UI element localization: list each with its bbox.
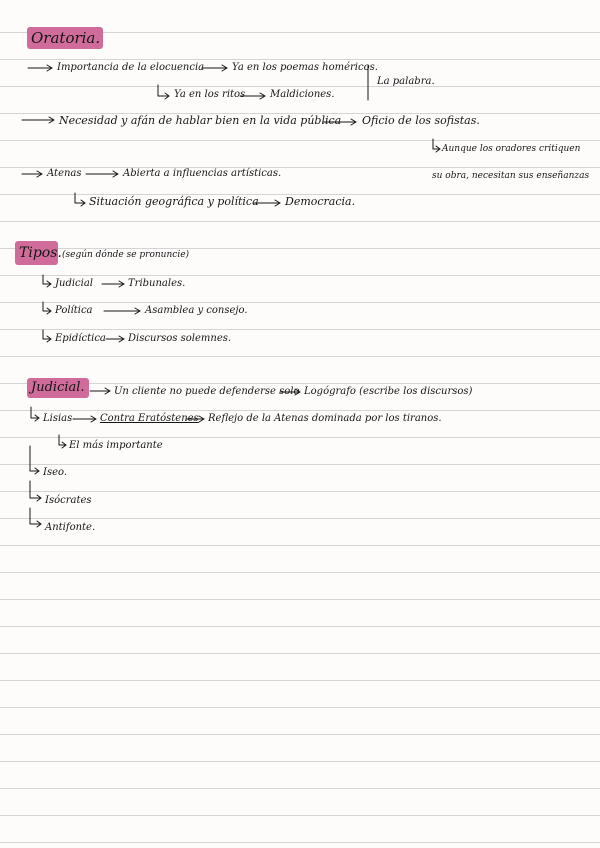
arrow-right-icon — [90, 388, 110, 394]
arrow-right-icon — [202, 65, 227, 71]
text-epidictica: Epidíctica — [55, 333, 106, 344]
hook-arrow-icon — [30, 508, 41, 527]
hook-arrow-icon — [158, 85, 169, 99]
hook-arrow-icon — [75, 193, 85, 206]
text-judicial: Judicial — [55, 278, 94, 289]
heading-tipos: Tipos. — [19, 245, 62, 261]
arrow-right-icon — [186, 416, 204, 422]
text-antifonte: Antifonte. — [45, 522, 96, 533]
text-la-palabra: La palabra. — [377, 76, 435, 87]
text-su-obra: su obra, necesitan sus enseñanzas — [432, 171, 590, 181]
hook-arrow-icon — [43, 275, 51, 287]
text-aunque-oradores: Aunque los oradores critiquen — [442, 144, 581, 154]
hook-arrow-icon — [30, 481, 41, 501]
text-tribunales: Tribunales. — [128, 278, 186, 289]
text-isocrates: Isócrates — [45, 495, 92, 506]
text-el-mas-importante: El más importante — [69, 440, 163, 451]
arrow-right-icon — [22, 171, 42, 177]
hook-arrow-icon — [31, 407, 39, 421]
arrow-right-icon — [102, 281, 124, 287]
arrow-right-icon — [28, 65, 52, 71]
text-asamblea: Asamblea y consejo. — [145, 305, 248, 316]
hook-arrow-icon — [59, 435, 66, 448]
text-democracia: Democracia. — [285, 195, 356, 208]
arrow-right-icon — [106, 336, 124, 342]
heading-judicial: Judicial. — [31, 380, 85, 395]
text-contra-eratostenes: Contra Eratóstenes — [100, 413, 199, 424]
arrow-right-icon — [240, 93, 265, 99]
text-atenas: Atenas — [47, 168, 82, 179]
heading-oratoria: Oratoria. — [31, 29, 101, 47]
arrow-right-icon — [73, 416, 96, 422]
text-iseo: Iseo. — [43, 467, 68, 478]
text-politica: Política — [55, 305, 93, 316]
arrow-right-icon — [86, 171, 118, 177]
text-maldiciones: Maldiciones. — [270, 89, 335, 100]
arrow-right-icon — [22, 117, 54, 123]
hook-arrow-icon — [43, 302, 51, 314]
text-reflejo: Reflejo de la Atenas dominada por los tiranos. — [208, 413, 442, 424]
text-poemas-homericos: Ya en los poemas homéricos. — [232, 62, 378, 73]
text-lisias: Lisias — [43, 413, 73, 424]
text-discursos: Discursos solemnes. — [128, 333, 232, 344]
text-logografo: Logógrafo (escribe los discursos) — [304, 386, 473, 397]
arrow-right-icon — [323, 119, 356, 125]
text-importancia: Importancia de la elocuencia — [57, 62, 205, 73]
text-cliente: Un cliente no puede defenderse solo — [114, 386, 300, 397]
arrow-right-icon — [104, 308, 140, 314]
arrow-right-icon — [254, 200, 280, 206]
text-tipos-subtitle: (según dónde se pronuncie) — [62, 250, 190, 260]
text-influencias: Abierta a influencias artísticas. — [123, 168, 282, 179]
hook-arrow-icon — [43, 330, 51, 342]
text-situacion: Situación geográfica y política — [89, 195, 259, 208]
hook-arrow-icon — [433, 139, 440, 152]
text-ritos: Ya en los ritos — [174, 89, 246, 100]
hook-arrow-icon — [30, 446, 39, 474]
text-necesidad: Necesidad y afán de hablar bien en la vida pública — [59, 114, 342, 127]
arrow-right-icon — [280, 389, 300, 395]
text-sofistas: Oficio de los sofistas. — [362, 114, 480, 127]
